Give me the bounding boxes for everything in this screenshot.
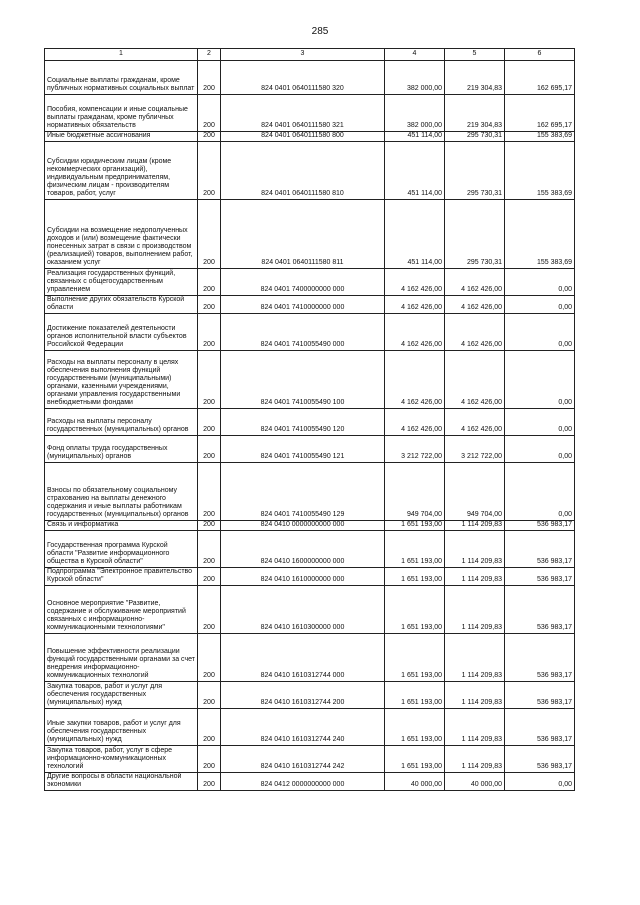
row-name-cell: Взносы по обязательному социальному страхованию на выплаты денежного содержания и иные выплаты работникам государственных (муниципальных) органов <box>45 463 198 521</box>
table-row <box>45 436 575 463</box>
row-value6-cell: 536 983,17 <box>505 568 575 586</box>
table-row <box>45 61 575 95</box>
row-code-cell: 824 0410 0000000000 000 <box>221 521 385 531</box>
row-value5-cell: 949 704,00 <box>445 463 505 521</box>
row-value6-cell: 0,00 <box>505 296 575 314</box>
row-code-cell: 824 0401 0640111580 811 <box>221 200 385 269</box>
row-code-cell: 824 0410 1610312744 200 <box>221 682 385 709</box>
row-value5-cell: 295 730,31 <box>445 142 505 200</box>
table-row <box>45 269 575 296</box>
row-value5-cell: 1 114 209,83 <box>445 586 505 634</box>
table-row <box>45 200 575 269</box>
row-code-cell: 824 0412 0000000000 000 <box>221 773 385 791</box>
row-value4-cell: 3 212 722,00 <box>385 436 445 463</box>
row-value4-cell: 1 651 193,00 <box>385 682 445 709</box>
row-column2-cell: 200 <box>198 142 221 200</box>
page-number: 285 <box>311 26 329 37</box>
row-value6-cell: 155 383,69 <box>505 200 575 269</box>
row-value6-cell: 536 983,17 <box>505 521 575 531</box>
row-value6-cell: 536 983,17 <box>505 586 575 634</box>
row-code-cell: 824 0410 1610300000 000 <box>221 586 385 634</box>
row-value5-cell: 4 162 426,00 <box>445 409 505 436</box>
row-column2-cell: 200 <box>198 296 221 314</box>
row-value5-cell: 1 114 209,83 <box>445 709 505 746</box>
row-value5-cell: 1 114 209,83 <box>445 634 505 682</box>
row-name-cell: Пособия, компенсации и иные социальные выплаты гражданам, кроме публичных нормативных обязательств <box>45 95 198 132</box>
row-value5-cell: 1 114 209,83 <box>445 682 505 709</box>
column-header: 4 <box>385 49 445 61</box>
row-value5-cell: 40 000,00 <box>445 773 505 791</box>
row-column2-cell: 200 <box>198 634 221 682</box>
row-value6-cell: 0,00 <box>505 314 575 351</box>
column-header: 2 <box>198 49 221 61</box>
row-value4-cell: 1 651 193,00 <box>385 709 445 746</box>
row-code-cell: 824 0401 0640111580 321 <box>221 95 385 132</box>
table-row <box>45 463 575 521</box>
row-code-cell: 824 0401 7410055490 000 <box>221 314 385 351</box>
row-value4-cell: 4 162 426,00 <box>385 351 445 409</box>
row-value4-cell: 1 651 193,00 <box>385 521 445 531</box>
column-header: 1 <box>45 49 198 61</box>
row-name-cell: Другие вопросы в области национальной экономики <box>45 773 198 791</box>
row-value4-cell: 4 162 426,00 <box>385 296 445 314</box>
row-value4-cell: 1 651 193,00 <box>385 586 445 634</box>
row-name-cell: Подпрограмма "Электронное правительство Курской области" <box>45 568 198 586</box>
row-name-cell: Достижение показателей деятельности органов исполнительной власти субъектов Российской Федерации <box>45 314 198 351</box>
row-column2-cell: 200 <box>198 746 221 773</box>
table-row <box>45 568 575 586</box>
table-row <box>45 682 575 709</box>
row-value6-cell: 162 695,17 <box>505 95 575 132</box>
row-name-cell: Иные бюджетные ассигнования <box>45 132 198 142</box>
table-row <box>45 773 575 791</box>
row-name-cell: Основное мероприятие "Развитие, содержание и обслуживание мероприятий связанных с информационно-коммуникационными технологиями" <box>45 586 198 634</box>
row-value6-cell: 536 983,17 <box>505 531 575 568</box>
row-column2-cell: 200 <box>198 132 221 142</box>
row-column2-cell: 200 <box>198 409 221 436</box>
row-value5-cell: 1 114 209,83 <box>445 521 505 531</box>
table-body <box>45 61 575 791</box>
row-code-cell: 824 0401 7410055490 129 <box>221 463 385 521</box>
row-name-cell: Связь и информатика <box>45 521 198 531</box>
row-code-cell: 824 0410 1610312744 242 <box>221 746 385 773</box>
row-value4-cell: 4 162 426,00 <box>385 314 445 351</box>
row-column2-cell: 200 <box>198 351 221 409</box>
row-code-cell: 824 0401 7410055490 100 <box>221 351 385 409</box>
row-name-cell: Субсидии на возмещение недополученных доходов и (или) возмещение фактически понесенных затрат в связи с производством (реализацией) товаров, выполнением работ, оказанием услуг <box>45 200 198 269</box>
row-value5-cell: 4 162 426,00 <box>445 296 505 314</box>
row-name-cell: Субсидии юридическим лицам (кроме некоммерческих организаций), индивидуальным предпринимателям, физическим лицам - производителям товаров, работ, услуг <box>45 142 198 200</box>
table-row <box>45 709 575 746</box>
row-value6-cell: 155 383,69 <box>505 142 575 200</box>
row-code-cell: 824 0410 1610000000 000 <box>221 568 385 586</box>
row-value6-cell: 536 983,17 <box>505 709 575 746</box>
column-header: 3 <box>221 49 385 61</box>
column-header: 6 <box>505 49 575 61</box>
row-code-cell: 824 0401 0640111580 810 <box>221 142 385 200</box>
row-column2-cell: 200 <box>198 95 221 132</box>
row-value4-cell: 382 000,00 <box>385 95 445 132</box>
table-row <box>45 296 575 314</box>
table-row <box>45 746 575 773</box>
row-column2-cell: 200 <box>198 568 221 586</box>
budget-table <box>44 48 575 791</box>
row-value6-cell: 536 983,17 <box>505 682 575 709</box>
table-row <box>45 142 575 200</box>
row-value5-cell: 219 304,83 <box>445 95 505 132</box>
row-value6-cell: 155 383,69 <box>505 132 575 142</box>
row-name-cell: Закупка товаров, работ, услуг в сфере информационно-коммуникационных технологий <box>45 746 198 773</box>
table-row <box>45 521 575 531</box>
table-row <box>45 351 575 409</box>
row-column2-cell: 200 <box>198 463 221 521</box>
table-row <box>45 95 575 132</box>
row-column2-cell: 200 <box>198 436 221 463</box>
table-row <box>45 634 575 682</box>
row-value4-cell: 382 000,00 <box>385 61 445 95</box>
table-row <box>45 531 575 568</box>
row-code-cell: 824 0401 7410000000 000 <box>221 296 385 314</box>
row-value4-cell: 4 162 426,00 <box>385 269 445 296</box>
row-name-cell: Социальные выплаты гражданам, кроме публичных нормативных социальных выплат <box>45 61 198 95</box>
row-name-cell: Фонд оплаты труда государственных (муниципальных) органов <box>45 436 198 463</box>
column-header: 5 <box>445 49 505 61</box>
table-row <box>45 314 575 351</box>
row-value6-cell: 162 695,17 <box>505 61 575 95</box>
row-value4-cell: 451 114,00 <box>385 142 445 200</box>
row-value5-cell: 1 114 209,83 <box>445 531 505 568</box>
row-value4-cell: 949 704,00 <box>385 463 445 521</box>
row-value6-cell: 0,00 <box>505 269 575 296</box>
row-column2-cell: 200 <box>198 531 221 568</box>
row-column2-cell: 200 <box>198 314 221 351</box>
row-value6-cell: 0,00 <box>505 773 575 791</box>
row-value5-cell: 1 114 209,83 <box>445 568 505 586</box>
row-value5-cell: 219 304,83 <box>445 61 505 95</box>
row-code-cell: 824 0410 1600000000 000 <box>221 531 385 568</box>
row-value5-cell: 295 730,31 <box>445 200 505 269</box>
table-row <box>45 132 575 142</box>
row-column2-cell: 200 <box>198 682 221 709</box>
row-value4-cell: 451 114,00 <box>385 200 445 269</box>
table-row <box>45 409 575 436</box>
row-value6-cell: 536 983,17 <box>505 746 575 773</box>
row-name-cell: Государственная программа Курской области "Развитие информационного общества в Курской области" <box>45 531 198 568</box>
row-value4-cell: 1 651 193,00 <box>385 746 445 773</box>
table-header-row <box>45 49 575 61</box>
row-value4-cell: 40 000,00 <box>385 773 445 791</box>
row-value4-cell: 1 651 193,00 <box>385 634 445 682</box>
row-value5-cell: 4 162 426,00 <box>445 314 505 351</box>
row-code-cell: 824 0410 1610312744 000 <box>221 634 385 682</box>
row-name-cell: Закупка товаров, работ и услуг для обеспечения государственных (муниципальных) нужд <box>45 682 198 709</box>
row-value4-cell: 1 651 193,00 <box>385 568 445 586</box>
row-column2-cell: 200 <box>198 773 221 791</box>
row-value6-cell: 0,00 <box>505 436 575 463</box>
row-code-cell: 824 0401 7410055490 121 <box>221 436 385 463</box>
row-column2-cell: 200 <box>198 200 221 269</box>
row-column2-cell: 200 <box>198 269 221 296</box>
row-name-cell: Иные закупки товаров, работ и услуг для обеспечения государственных (муниципальных) нужд <box>45 709 198 746</box>
row-name-cell: Реализация государственных функций, связанных с общегосударственным управлением <box>45 269 198 296</box>
row-value5-cell: 4 162 426,00 <box>445 269 505 296</box>
row-code-cell: 824 0410 1610312744 240 <box>221 709 385 746</box>
row-code-cell: 824 0401 0640111580 320 <box>221 61 385 95</box>
row-column2-cell: 200 <box>198 61 221 95</box>
row-value4-cell: 4 162 426,00 <box>385 409 445 436</box>
row-value5-cell: 1 114 209,83 <box>445 746 505 773</box>
row-column2-cell: 200 <box>198 709 221 746</box>
row-value5-cell: 295 730,31 <box>445 132 505 142</box>
row-code-cell: 824 0401 7410055490 120 <box>221 409 385 436</box>
row-value4-cell: 1 651 193,00 <box>385 531 445 568</box>
row-value5-cell: 4 162 426,00 <box>445 351 505 409</box>
row-name-cell: Расходы на выплаты персоналу в целях обеспечения выполнения функций государственными (муниципальными) органами, казенными учреждениями, органами управления государственными внебюджетными фондами <box>45 351 198 409</box>
row-value6-cell: 0,00 <box>505 409 575 436</box>
row-code-cell: 824 0401 7400000000 000 <box>221 269 385 296</box>
row-code-cell: 824 0401 0640111580 800 <box>221 132 385 142</box>
table-row <box>45 586 575 634</box>
row-column2-cell: 200 <box>198 521 221 531</box>
row-value4-cell: 451 114,00 <box>385 132 445 142</box>
row-name-cell: Выполнение других обязательств Курской области <box>45 296 198 314</box>
row-value6-cell: 0,00 <box>505 463 575 521</box>
row-value5-cell: 3 212 722,00 <box>445 436 505 463</box>
row-value6-cell: 536 983,17 <box>505 634 575 682</box>
row-column2-cell: 200 <box>198 586 221 634</box>
row-value6-cell: 0,00 <box>505 351 575 409</box>
row-name-cell: Повышение эффективности реализации функций государственными органами за счет внедрения информационно-коммуникационных технологий <box>45 634 198 682</box>
row-name-cell: Расходы на выплаты персоналу государственных (муниципальных) органов <box>45 409 198 436</box>
